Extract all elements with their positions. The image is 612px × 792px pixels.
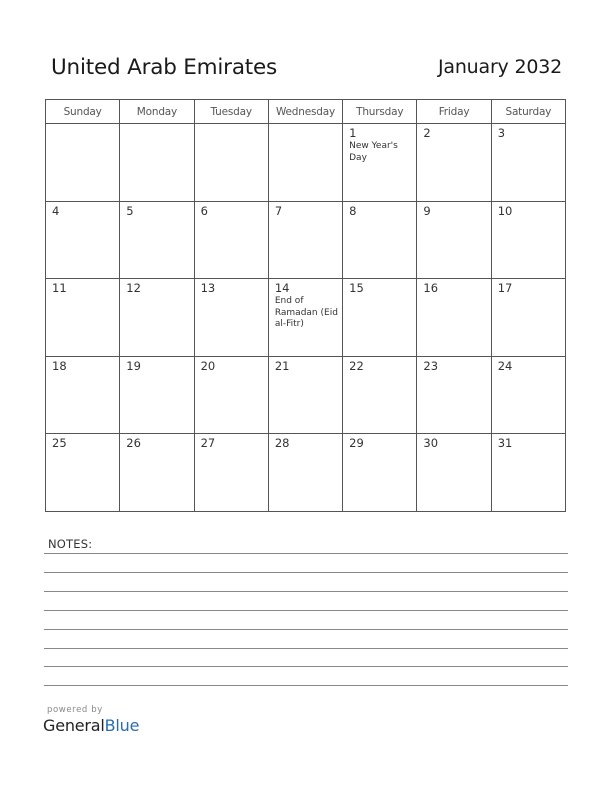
day-cell: [343, 434, 417, 512]
note-line: [44, 553, 568, 554]
day-number: 9: [423, 203, 431, 218]
holiday-label: End of Ramadan (Eid al-Fitr): [274, 296, 338, 330]
day-number: 31: [497, 436, 513, 451]
weekday-wednesday: Wednesday: [268, 100, 342, 124]
day-cell: [491, 201, 565, 279]
note-line: [44, 610, 568, 611]
day-number: 22: [349, 358, 364, 373]
day-cell: [491, 356, 565, 434]
week-row: [46, 124, 566, 202]
day-cell: [120, 124, 194, 202]
month-title: January 2032: [437, 56, 562, 78]
week-row: [46, 434, 566, 512]
day-number: 29: [349, 436, 364, 451]
note-line: [44, 629, 568, 630]
day-number: 1: [349, 126, 357, 140]
day-number: 16: [423, 281, 439, 296]
weekday-header-row: [46, 100, 566, 124]
day-cell: [343, 201, 417, 279]
day-number: 17: [497, 281, 513, 296]
day-cell: [46, 356, 120, 434]
note-line: [44, 666, 568, 667]
day-number: 8: [349, 203, 357, 218]
day-cell: [268, 201, 342, 279]
day-cell: [417, 124, 491, 202]
day-cell: [120, 434, 194, 512]
note-line: [44, 572, 568, 573]
weekday-saturday: Saturday: [491, 100, 565, 124]
day-cell: [417, 201, 491, 279]
day-number: 28: [274, 436, 290, 451]
week-row: [46, 201, 566, 279]
note-line: [44, 685, 568, 686]
holiday-label: New Year's Day: [349, 141, 398, 163]
day-number: 6: [200, 203, 208, 218]
day-number: 11: [52, 281, 67, 296]
weekday-monday: Monday: [120, 100, 194, 124]
page-title: United Arab Emirates: [51, 55, 278, 80]
day-cell: [46, 279, 120, 357]
day-cell: [343, 124, 417, 202]
day-cell: [491, 434, 565, 512]
day-number: 15: [349, 281, 364, 296]
day-number: 5: [126, 203, 134, 218]
day-number: 25: [52, 436, 67, 451]
weekday-thursday: Thursday: [343, 100, 417, 124]
powered-by-text: powered by: [47, 705, 103, 715]
day-number: 7: [274, 203, 283, 218]
day-cell: [268, 356, 342, 434]
day-number: 26: [126, 436, 141, 451]
notes-label: NOTES:: [48, 537, 93, 551]
day-cell: [194, 201, 268, 279]
day-cell: [120, 201, 194, 279]
day-cell: [417, 279, 491, 357]
day-cell: [268, 279, 342, 357]
weekday-tuesday: Tuesday: [194, 100, 268, 124]
day-number: 18: [52, 358, 67, 373]
day-cell: [268, 434, 342, 512]
day-cell: [46, 124, 120, 202]
day-cell: [194, 434, 268, 512]
brand-logo[interactable]: [43, 716, 139, 735]
day-number: 30: [423, 436, 439, 451]
day-cell: [343, 356, 417, 434]
note-line: [44, 648, 568, 649]
weekday-sunday: Sunday: [46, 100, 120, 124]
day-cell: [120, 356, 194, 434]
day-number: 10: [497, 203, 513, 218]
day-number: 24: [497, 358, 513, 373]
day-cell: [120, 279, 194, 357]
day-number: 19: [126, 358, 141, 373]
day-number: 2: [423, 126, 431, 140]
weekday-friday: Friday: [417, 100, 491, 124]
day-cell: [417, 434, 491, 512]
day-cell: [194, 124, 268, 202]
brand-logo-blue: Blue: [104, 716, 140, 735]
calendar-grid: [45, 99, 566, 512]
day-cell: [491, 279, 565, 357]
day-number: 23: [423, 358, 439, 373]
day-cell: [194, 356, 268, 434]
day-cell: [268, 124, 342, 202]
week-row: [46, 356, 566, 434]
day-cell: [46, 201, 120, 279]
day-cell: [46, 434, 120, 512]
day-number: 13: [200, 281, 216, 296]
day-number: 14: [274, 281, 290, 296]
day-cell: [194, 279, 268, 357]
day-number: 21: [274, 358, 290, 373]
week-row: [46, 279, 566, 357]
day-cell: [343, 279, 417, 357]
day-number: 4: [52, 203, 60, 218]
brand-logo-general: General: [43, 716, 105, 735]
day-cell: [417, 356, 491, 434]
day-cell: [491, 124, 565, 202]
day-number: 12: [126, 281, 141, 296]
day-number: 3: [497, 126, 506, 140]
day-number: 20: [200, 358, 216, 373]
day-number: 27: [200, 436, 216, 451]
note-line: [44, 591, 568, 592]
